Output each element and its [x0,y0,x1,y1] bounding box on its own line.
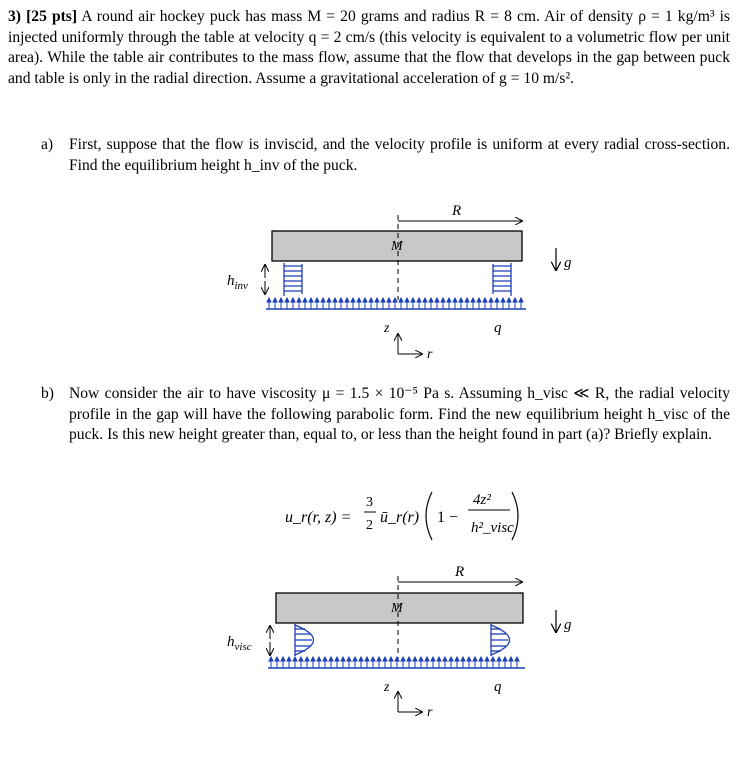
injection-arrowhead [275,657,279,661]
injection-arrowhead [479,657,483,661]
injection-arrowhead [339,298,343,302]
injection-arrowhead [299,657,303,661]
injection-arrowhead [323,657,327,661]
injection-arrowhead [269,657,273,661]
injection-arrowhead [311,657,315,661]
figure-a [0,0,750,370]
injection-arrowhead [317,657,321,661]
injection-arrowhead [267,298,271,302]
injection-arrowhead [309,298,313,302]
injection-arrowhead [435,298,439,302]
injection-arrowhead [293,657,297,661]
parabolic-profile-left [295,624,314,656]
injection-arrowhead [507,298,511,302]
height-visc-label: $h_{visc}$ [227,634,252,653]
injection-arrowhead [303,298,307,302]
part-a-label: a) [41,136,54,153]
injection-arrowhead [441,298,445,302]
equation-lhs: u_r(r, z) = [285,509,352,526]
injection-arrowhead [321,298,325,302]
injection-velocity-label: q [494,320,502,336]
injection-velocity-label: q [494,679,502,695]
gravity-label: g [564,617,572,633]
injection-arrowhead [429,298,433,302]
injection-arrowhead [381,298,385,302]
injection-arrowhead [437,657,441,661]
injection-arrows [267,298,523,309]
injection-arrowhead [483,298,487,302]
injection-arrowhead [357,298,361,302]
injection-arrowhead [387,298,391,302]
injection-arrowhead [443,657,447,661]
radius-label: R [455,564,465,580]
uniform-profile-right [493,263,511,296]
injection-arrowhead [467,657,471,661]
injection-arrowhead [329,657,333,661]
injection-arrowhead [369,298,373,302]
injection-arrowhead [353,657,357,661]
r-axis-label: r [427,705,433,720]
injection-arrowhead [401,657,405,661]
injection-arrowhead [513,298,517,302]
injection-arrowhead [419,657,423,661]
injection-arrowhead [273,298,277,302]
injection-arrowhead [509,657,513,661]
injection-arrowhead [285,298,289,302]
injection-arrowhead [363,298,367,302]
injection-arrowhead [287,657,291,661]
injection-arrowhead [417,298,421,302]
problem-number: 3) [8,8,21,25]
problem-points: [25 pts] [26,8,78,25]
part-a-text: First, suppose that the flow is inviscid, and the velocity profile is uniform at every radial cross-section. Find the equilibrium height h_inv of the puck. [69,136,730,174]
equation-frac-den: 2 [366,518,373,533]
injection-arrowhead [377,657,381,661]
injection-arrowhead [471,298,475,302]
equation-denominator: h²_visc [471,520,514,536]
injection-arrowhead [297,298,301,302]
injection-arrowhead [405,298,409,302]
injection-arrowhead [449,657,453,661]
equation-numerator: 4z² [473,492,491,508]
uniform-profile-left [284,263,302,296]
injection-arrowhead [503,657,507,661]
figure-b [0,560,750,760]
part-b-text: Now consider the air to have viscosity μ = 1.5 × 10⁻⁵ Pa s. Assuming h_visc ≪ R, the radial velocity profile in the gap will have the following parabolic form. Find the new equilibrium height h_visc of the puck. Is this new height greater than, equal to, or less than the height found in part (a)? Briefly explain. [69,385,730,443]
injection-arrowhead [383,657,387,661]
injection-arrowhead [347,657,351,661]
injection-arrowhead [501,298,505,302]
injection-arrowhead [365,657,369,661]
injection-arrowhead [489,298,493,302]
injection-arrowhead [413,657,417,661]
injection-arrowhead [461,657,465,661]
injection-arrowhead [407,657,411,661]
injection-arrowhead [335,657,339,661]
injection-arrowhead [333,298,337,302]
injection-arrowhead [345,298,349,302]
gravity-label: g [564,255,572,271]
injection-arrowhead [393,298,397,302]
velocity-profile-equation [0,480,750,550]
equation-one-minus: 1 − [437,509,459,526]
parabolic-profile-right [491,624,510,656]
injection-arrowhead [327,298,331,302]
equation-frac-num: 3 [366,495,373,510]
height-inv-label: $h_{inv}$ [227,273,248,292]
injection-arrowhead [453,298,457,302]
r-axis-label: r [427,347,433,362]
injection-arrowhead [473,657,477,661]
injection-arrowhead [371,657,375,661]
injection-arrowhead [431,657,435,661]
injection-arrowhead [305,657,309,661]
injection-arrowhead [359,657,363,661]
injection-arrowhead [291,298,295,302]
injection-arrowhead [491,657,495,661]
injection-arrowhead [465,298,469,302]
mass-label: M [391,239,403,254]
problem-text: A round air hockey puck has mass M = 20 grams and radius R = 8 cm. Air of density ρ = 1 kg/m³ is injected uniformly through the table at velocity q = 2 cm/s (this velocity is equivalent to a volumetric flow per unit area). While the table air contributes to the mass flow, assume that the flow that develops in the gap between puck and table is only in the radial direction. Assume a gravitational acceleration of g = 10 m/s². [8,8,731,87]
part-b [41,384,730,446]
injection-arrowhead [341,657,345,661]
injection-arrowhead [423,298,427,302]
injection-arrowhead [447,298,451,302]
injection-arrowhead [497,657,501,661]
injection-arrowhead [351,298,355,302]
injection-arrowhead [399,298,403,302]
injection-arrowhead [281,657,285,661]
injection-arrowhead [375,298,379,302]
injection-arrowhead [459,298,463,302]
injection-arrowhead [411,298,415,302]
injection-arrowhead [455,657,459,661]
injection-arrowhead [477,298,481,302]
z-axis-label: z [384,321,390,336]
injection-arrowhead [389,657,393,661]
injection-arrowhead [279,298,283,302]
injection-arrowhead [495,298,499,302]
injection-arrowhead [519,298,523,302]
z-axis-label: z [384,680,390,695]
part-b-label: b) [41,385,54,402]
injection-arrowhead [425,657,429,661]
mass-label: M [391,601,403,616]
injection-arrows [269,657,519,668]
equation-mean-velocity: ū_r(r) [380,509,420,526]
radius-label: R [452,203,462,219]
injection-arrowhead [515,657,519,661]
injection-arrowhead [315,298,319,302]
injection-arrowhead [485,657,489,661]
